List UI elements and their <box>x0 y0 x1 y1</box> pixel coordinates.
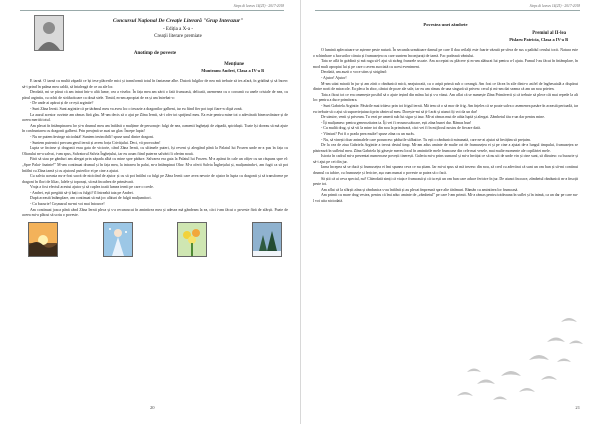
paragraph: Vraja a fost efectul acestui ajutor și să cuplez toată lumea iernii pe care o crede. <box>30 185 154 190</box>
running-head-left: Steps di leaves 14(25) - 2017-2018 <box>233 4 284 8</box>
story-title-left: Anotimp de poveste <box>133 51 177 56</box>
running-head-right: Steps di leaves 14(25) - 2017-2018 <box>529 4 580 8</box>
paragraph: - Suntem puternici precum gerul iernii și avem forța Crivățului. Deci, vă provocăm! <box>30 140 161 145</box>
paragraph: - Nu ne putem învinge niciodată! Suntem invincibili! spuse unul dintre dragoni. <box>30 134 155 139</box>
paragraph: - Îți mulțumesc pentru generozitatea ta. Îți vei fi recunoscătoare, ești zâna bunei dar. Rămas bun! <box>321 120 472 125</box>
paragraph: Deodată, mi se părut că am intrat într-o altă lume, cea a viselor. În fața mea am zărit o fată frumoasă, delicată, asemenea cu o coroană cu unele cristale de nea, cu părul argintiu, cu ochii de strălucitoare ca două stele. Timid, m-am apropiat de ea și am întrebat-o: <box>22 90 288 100</box>
paragraph: Am continuat joaca până când Zâna Iernii pleca și s-a recunoscut în amintirea mea și adesea mă gândeam la ea, căci i-am făcut o poveste fără de sfârșit. Poate de aceea mi-a plăcut să scriu o poveste. <box>22 207 288 218</box>
paragraph: Fără să stau pe gânduri am alergat prin zăpada albă cu mine spre pădure. Salvarea era gata la Palatul lui Frozen. M-a apărut în cale un ofițer cu un răspuns spre el: „Spre Palat- înainte!” M-am continuat drumul și în fața mea, la intrarea în palat, m-a întâmpinat Olav. M-a oferit Salvia Înghețului și, mulțumindu-i, am fugit ca să pot întâlni cu Zâna iarnă și cu ajutorul puterilor ei pe cine a ajutat. <box>22 157 288 173</box>
subtitle: Creații literare premiate <box>154 34 202 39</box>
award-left: Mențiune <box>224 62 244 67</box>
paragraph: Istoria în cadrul mi-a prezentat numeroase povești tinerești. Galeria mi-a prins sumarul și mi-a învățat ce să nu uit de unde vin și cine sunt, să dăruiesc cu bucurie și să-i ajut pe cei din jur. <box>313 154 578 164</box>
paragraph: - Nu, să vinești doar animalele care poruncesc pădurile sălbatice. Tu ești o rândunică minunată, care ne-ai ajutat să învățăm să prețuim. <box>321 137 531 142</box>
paragraph: Tata a făcut tot ce era omenește posibil să o ajute ieșind din mâna lui și s-a văzut. Am aflat că se numește Zâna Primăverii și că trebuie să plece cât mai repede la alt loc pentru a duce primăvara. <box>313 92 578 103</box>
paragraph: - De unde ai apărut și de ce ești argintie? <box>30 101 94 106</box>
winter-forest-image-icon <box>252 222 282 257</box>
paragraph: - Vânturi? Pot fi o prada prea multe! spuse zâna cu un surâs. <box>321 131 415 136</box>
paragraph: Iarna începea să se ducă și frumusețea ei îmi spunea ceva ce nu știam. Iar mi-ai spus să mă trezesc din nou, să cred cu adevărat că sunt un om bun și să-mi continui drumul cu iubire, cu frumusețe și fericire, așa cum numai o poveste ar putea să o facă. <box>313 165 578 176</box>
paragraph: - Sunt Gabriela Argintie. Păsările mai trăiesc prin tot frigul iernii. Mă tem că o să mor de frig. Am înțeles că se poate salva o asemenea pasăre în această perioadă, iar eu trebuie să o ajut să supraviețuiască prin cântecul meu. Dorește-mi să ți-l arăt și atunci îți voi da un dar! <box>313 103 578 114</box>
paragraph: La auzul acestor cuvinte am rămas fără glas. M-am decis să o ajut pe Zâna Iernii, să-i ofer tot sprijinul meu. Ea este pentru mine tot o adevărată binecuvântare și de aceea merită totul. <box>22 112 288 123</box>
right-page <box>300 0 600 424</box>
paragraph: De la cea de ziua Gabriela Argintie a trecut destul timp. Mi-am adus aminte de multe ori de frumusețea ei și pe cine a ajutat de-a lungul timpului, frumusețea se păstrează în sufletul meu. Zâna Gabriela își găsește mereu locul în amintirile mele frumoase din cele mai vesele, mai multe momente ale copilăriei mele. <box>313 143 578 153</box>
paragraph: Cu salvia aceasta nu-a-fost sacră de nicicând de ajutor și cu să pot întâlni cu fulgi pe Zâna Iernii care avea nevoie de ajutor în lupta cu dragonii și să transforme pe dragoni în flori de liliac, lalele și toporași, să mă încadrez de primăvară. <box>22 174 288 184</box>
illustration-strip <box>22 222 288 257</box>
edition-label: - Ediția a X-a - <box>163 27 193 32</box>
paragraph: - Sunt Zâna Iernii. Sunt argintie că pe tărâmul meu va avea loc o invazie a dragonilor galbeni, iar eu fiind fier pot topi fiare-n clipă zonă. <box>30 106 243 111</box>
header-rule-left <box>20 10 284 11</box>
paragraph: De uimire, venii și priveam. Tu vezi pe umerii sub lut sigur și iaur. Mi-ai rămas mut de atâta luptă și alergat. Zâmbetul tău e un dar pentru mine. <box>321 115 545 120</box>
story-body-right <box>313 48 578 205</box>
paragraph: Am primit cu mare drag vestea, pentru că îmi aduc aminte de „zâmbetul” pe care l-am primit. Mi-a rămas pentru totdeauna în suflet și în inimă, ca un dar pe care nu-l voi uita niciodată. <box>313 193 578 204</box>
paragraph: E iarnă. O iarnă cu multă zăpadă ce își iese plăcerile mici și transformă totul în fantasme albe. Datoră fulgilor de nea mă trebuie să ies afară, în grădină și să încerc să-i prind în palma mea caldă, să întaleagă de ce au ale lor. <box>22 79 288 89</box>
paragraph: - Ajutor! Ajutor! <box>321 75 347 80</box>
author-right: Pîslaru Patricia, Clasa a IV-a B <box>509 37 568 42</box>
story-title-right: Povestea unei zâmbete <box>423 22 468 27</box>
contest-title-block <box>68 18 288 39</box>
paragraph: Deodată, am auzit o voce stins și strigând: <box>321 70 387 75</box>
paragraph: M-am uitat mirată în jur și am zărit o rândunică mică, neajutorată, cu o aripă prinsă sub o creangă. Am fost ce făcea în zile dintr-o astfel de înghesuială a dispărut dintre norii de miracole. Ea pleca în zbor, cântat de poze ale sale, iar eu am rămas de una singură să privesc cerul și mi-am dat seama că am un nou prieten. <box>313 81 578 92</box>
paragraph: Am aflat că la sfârșit zâna și rândunica s-au întâlnit și au plecat împreună spre alte tărâmuri. Rămân cu amintirea lor frumoasă. <box>321 187 519 192</box>
portrait-photo-icon <box>34 15 64 51</box>
paragraph: Tata se află în grădină și mă ruga să-l ajut să strâng frunzele uscate. Am acceptat cu plăcere și m-am alăturat lui pentru a-l ajuta. Fumul l-au făcut în întâmplare, în mod mult apropiat lui și pe care o avem asociată cu acest eveniment. <box>313 59 578 69</box>
paragraph: După această întâmplare, am continuat să mă joc alături de fulgii mulțumitori. <box>30 196 152 201</box>
winter-fairy-image-icon <box>103 222 133 257</box>
paragraph: O lumină aplecatoare se așterne peste natură. În secunda următoare dansul pe care îl dau ceilalți este foarte văzută pe sfera de sus a palidul cerului tocit. Natura este o schimbare a lucrurilor căruia și frumusețea cu care suntem înconjurați de iarnă. Fac podeauă vântului. <box>313 48 578 58</box>
sunset-landscape-image-icon <box>28 222 58 257</box>
author-left: Munteanu Andrei, Clasa a IV-a B <box>201 68 264 73</box>
paragraph: Să știi că ai ceva special, nu? Câteodată simți că viața e frumoasă și că tu ești un om bun care aduce fericire în jur. De atunci încoace, zâmbetul rândunicii m-a însoțit peste tot. <box>313 176 578 187</box>
page-number-left: 20 <box>150 405 155 410</box>
flying-birds-illustration-icon <box>437 296 589 410</box>
story-body-left <box>22 79 288 219</box>
paragraph: - Andrei, ești pregătit să-ți bați cu fulgii? îl întreabă tata pe Andrei. <box>30 190 134 195</box>
paragraph: Am plecat în întâmpinarea lor și-n drumul meu am întâlnit o mulțime de personaje: fulgi de nea, oamenii înghețați de zăpadă, spiridușii. Toate își doreau să mă ajute în confruntarea cu dragonii galbeni. Prin preajmă se auzi un glas: Începe lupta! <box>22 123 288 134</box>
contest-title: Concursul Național De Creație Literară "Grup Interazur" <box>112 18 244 24</box>
award-right: Premiul al II-lea <box>532 31 566 36</box>
flowers-bouquet-image-icon <box>177 222 207 257</box>
paragraph: - Cu multă drag, și să vii la mine tot din nou la primăvară, căci vei fi în mijlocul nostru de fiecare dată. <box>321 126 481 131</box>
paragraph: - Cu bucurie! Coșmarul nu-mi voi mai întoarce! <box>30 202 105 207</box>
page-number-right: 21 <box>575 405 580 410</box>
paragraph: Lupta se încinse și dragonii erau gata de victorie, când Zâna Iernii, cu ultimele puteri, își reveni și alergând până la Palatul lui Frozen unde m-a pus în fața cu Oltarului ne-a salvat, i-am spus, Salvatorul Salvia Înghețului, iar eu acum fiind puterea salvării îi oferim nouă. <box>22 146 288 156</box>
header-rule-right <box>315 10 580 11</box>
